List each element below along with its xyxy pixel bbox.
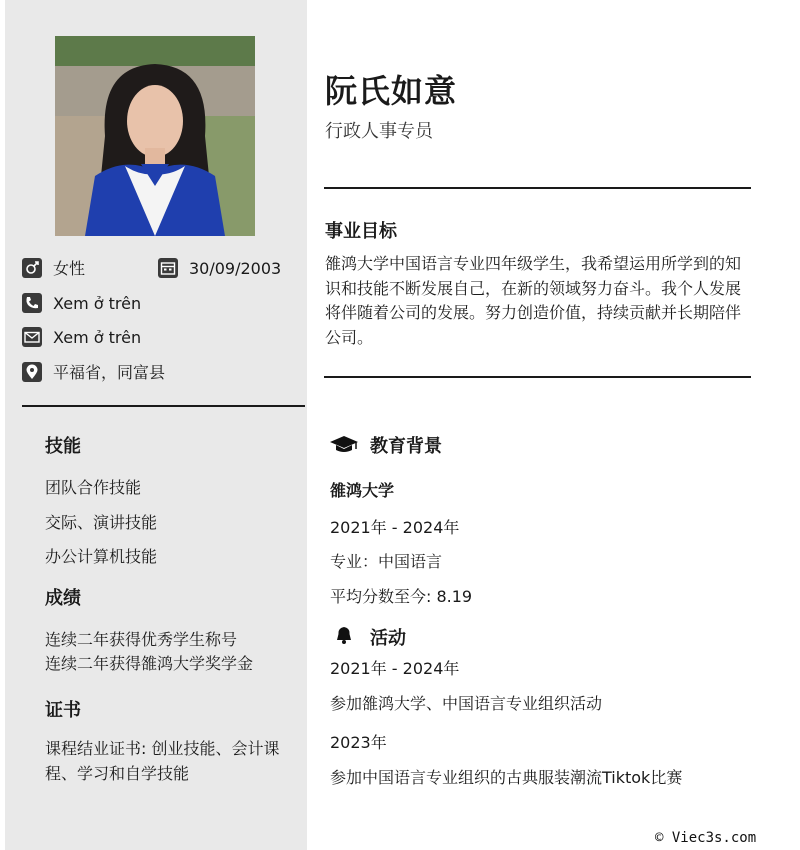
activity-text: 参加雒鸿大学、中国语言专业组织活动 — [330, 694, 603, 713]
gender-text: 女性 — [53, 259, 86, 278]
address-row — [22, 361, 166, 382]
phone-icon — [22, 293, 42, 313]
gender-icon — [22, 258, 42, 278]
education-gpa: 平均分数至今: 8.19 — [330, 587, 473, 606]
activity-period: 2021年 - 2024年 — [330, 659, 460, 678]
graduation-cap-icon — [329, 434, 359, 458]
activity-period: 2023年 — [330, 733, 387, 752]
objective-text: 雒鸿大学中国语言专业四年级学生，我希望运用所学到的知识和技能不断发展自己，在新的领域努力奋斗。我个人发展将伴随着公司的发展。努力创造价值，持续贡献并长期陪伴公司。 — [325, 254, 742, 347]
envelope-icon — [22, 327, 42, 347]
achievement-item: 连续二年获得雒鸿大学奖学金 — [45, 654, 254, 673]
skill-item: 团队合作技能 — [45, 478, 142, 497]
profile-photo — [55, 36, 255, 236]
objective-divider — [324, 376, 751, 378]
gender-row — [22, 257, 86, 278]
skills-heading: 技能 — [45, 436, 81, 457]
activities-heading: 活动 — [370, 628, 406, 649]
sidebar-divider — [22, 405, 305, 407]
skill-item: 办公计算机技能 — [45, 547, 158, 566]
skill-item: 交际、演讲技能 — [45, 513, 158, 532]
achievements-heading: 成绩 — [45, 588, 81, 609]
address-text: 平福省，同富县 — [53, 363, 166, 382]
calendar-icon — [158, 258, 178, 278]
job-title: 行政人事专员 — [325, 121, 433, 142]
map-pin-icon — [22, 362, 42, 382]
objective-heading: 事业目标 — [325, 221, 397, 242]
birthdate-text: 30/09/2003 — [189, 259, 282, 278]
activity-text: 参加中国语言专业组织的古典服装潮流Tiktok比赛 — [330, 768, 683, 787]
education-heading: 教育背景 — [370, 436, 442, 457]
education-period: 2021年 - 2024年 — [330, 518, 460, 537]
certificates-text: 课程结业证书: 创业技能、会计课程、学习和自学技能 — [45, 739, 280, 783]
email-text: Xem ở trên — [53, 328, 142, 347]
phone-text: Xem ở trên — [53, 294, 142, 313]
certificates-heading: 证书 — [45, 700, 81, 721]
school-name: 雒鸿大学 — [330, 481, 395, 500]
header-divider — [324, 187, 751, 189]
candidate-name: 阮氏如意 — [325, 72, 458, 110]
bell-icon — [334, 625, 354, 649]
phone-row — [22, 292, 142, 313]
footer-copyright: © Viec3s.com — [655, 830, 757, 846]
achievement-item: 连续二年获得优秀学生称号 — [45, 630, 238, 649]
email-row — [22, 326, 142, 347]
birthdate-row — [158, 257, 282, 278]
education-major: 专业：中国语言 — [330, 552, 443, 571]
